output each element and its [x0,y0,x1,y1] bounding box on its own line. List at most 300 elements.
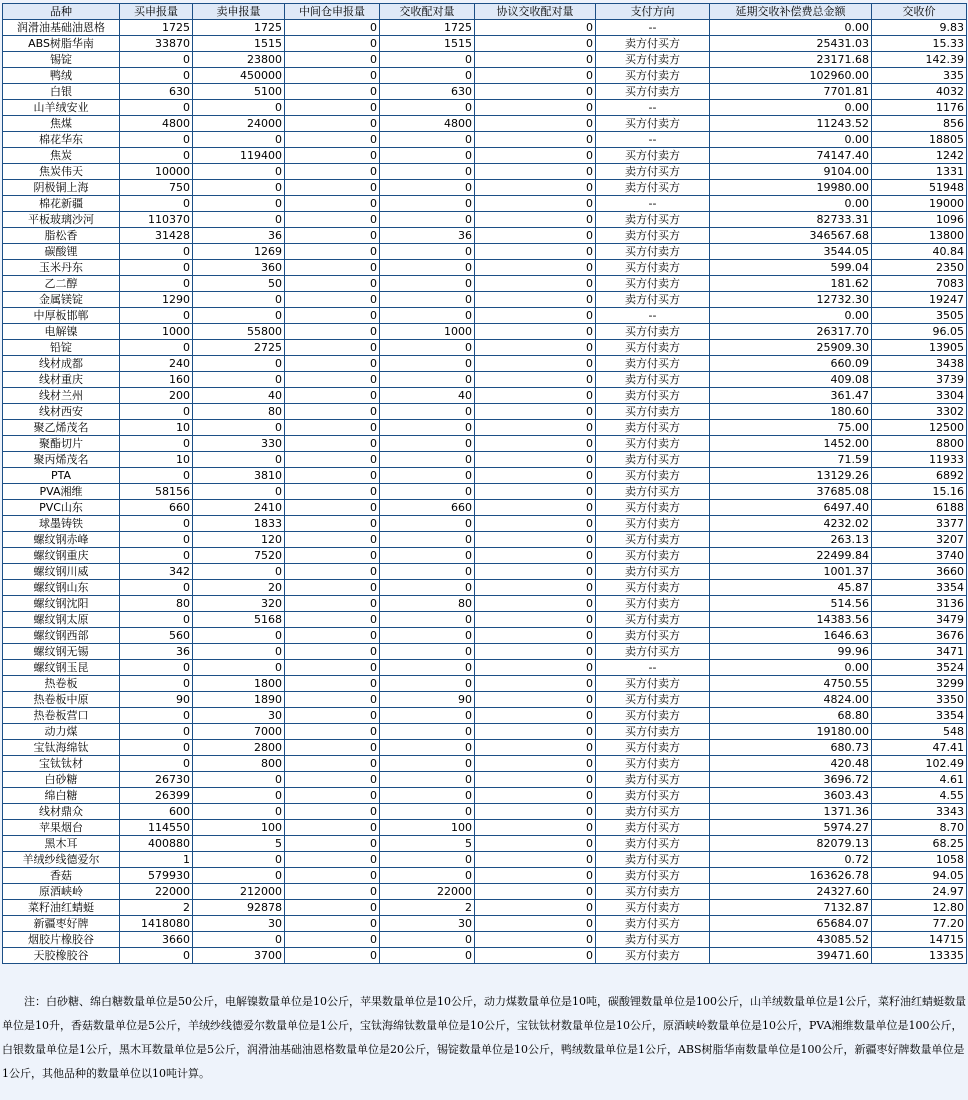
cell-payment-direction: 买方付卖方 [596,260,710,276]
cell-variety: 螺纹钢玉昆 [3,660,120,676]
cell-intermediate-qty: 0 [285,436,380,452]
cell-matched-qty: 0 [380,852,475,868]
cell-agreement-matched-qty: 0 [475,836,596,852]
cell-payment-direction: 买方付卖方 [596,596,710,612]
cell-intermediate-qty: 0 [285,388,380,404]
cell-matched-qty: 0 [380,660,475,676]
table-row [3,500,967,516]
cell-matched-qty: 0 [380,260,475,276]
cell-compensation-total: 1001.37 [710,564,872,580]
cell-payment-direction: 买方付卖方 [596,148,710,164]
cell-agreement-matched-qty: 0 [475,740,596,756]
cell-payment-direction: 卖方付买方 [596,212,710,228]
cell-compensation-total: 4824.00 [710,692,872,708]
cell-agreement-matched-qty: 0 [475,308,596,324]
cell-intermediate-qty: 0 [285,532,380,548]
cell-variety: 烟胶片橡胶谷 [3,932,120,948]
cell-intermediate-qty: 0 [285,660,380,676]
cell-payment-direction: 卖方付买方 [596,164,710,180]
cell-intermediate-qty: 0 [285,148,380,164]
cell-variety: PVC山东 [3,500,120,516]
cell-agreement-matched-qty: 0 [475,692,596,708]
cell-variety: 线材西安 [3,404,120,420]
cell-agreement-matched-qty: 0 [475,84,596,100]
cell-agreement-matched-qty: 0 [475,676,596,692]
cell-intermediate-qty: 0 [285,756,380,772]
cell-intermediate-qty: 0 [285,948,380,964]
cell-compensation-total: 361.47 [710,388,872,404]
cell-buy-qty: 0 [120,676,193,692]
cell-intermediate-qty: 0 [285,788,380,804]
cell-matched-qty: 0 [380,932,475,948]
cell-buy-qty: 0 [120,756,193,772]
table-row [3,596,967,612]
col-header-variety: 品种 [3,4,120,20]
cell-sell-qty: 0 [193,196,285,212]
cell-intermediate-qty: 0 [285,724,380,740]
cell-variety: 球墨铸铁 [3,516,120,532]
cell-sell-qty: 3810 [193,468,285,484]
cell-intermediate-qty: 0 [285,356,380,372]
cell-buy-qty: 58156 [120,484,193,500]
cell-matched-qty: 1515 [380,36,475,52]
cell-compensation-total: 0.00 [710,196,872,212]
cell-matched-qty: 0 [380,68,475,84]
cell-matched-qty: 0 [380,372,475,388]
cell-sell-qty: 100 [193,820,285,836]
cell-agreement-matched-qty: 0 [475,116,596,132]
cell-agreement-matched-qty: 0 [475,244,596,260]
cell-delivery-price: 1058 [872,852,967,868]
cell-intermediate-qty: 0 [285,820,380,836]
cell-agreement-matched-qty: 0 [475,724,596,740]
cell-buy-qty: 33870 [120,36,193,52]
cell-sell-qty: 0 [193,180,285,196]
cell-intermediate-qty: 0 [285,564,380,580]
col-header-sell-qty: 卖申报量 [193,4,285,20]
cell-delivery-price: 335 [872,68,967,84]
cell-agreement-matched-qty: 0 [475,148,596,164]
cell-compensation-total: 409.08 [710,372,872,388]
cell-intermediate-qty: 0 [285,884,380,900]
cell-payment-direction: 卖方付买方 [596,36,710,52]
cell-compensation-total: 14383.56 [710,612,872,628]
cell-payment-direction: 买方付卖方 [596,516,710,532]
cell-buy-qty: 200 [120,388,193,404]
cell-delivery-price: 6188 [872,500,967,516]
table-row [3,324,967,340]
cell-payment-direction: 卖方付买方 [596,372,710,388]
cell-sell-qty: 0 [193,212,285,228]
cell-payment-direction: -- [596,132,710,148]
cell-matched-qty: 0 [380,164,475,180]
table-row [3,244,967,260]
cell-sell-qty: 0 [193,420,285,436]
cell-sell-qty: 0 [193,132,285,148]
cell-compensation-total: 7132.87 [710,900,872,916]
cell-delivery-price: 8.70 [872,820,967,836]
cell-matched-qty: 4800 [380,116,475,132]
cell-payment-direction: -- [596,660,710,676]
cell-intermediate-qty: 0 [285,868,380,884]
table-row [3,388,967,404]
cell-agreement-matched-qty: 0 [475,548,596,564]
cell-intermediate-qty: 0 [285,484,380,500]
table-row [3,356,967,372]
cell-sell-qty: 0 [193,852,285,868]
cell-sell-qty: 30 [193,916,285,932]
table-row [3,180,967,196]
cell-sell-qty: 1800 [193,676,285,692]
cell-buy-qty: 0 [120,148,193,164]
cell-agreement-matched-qty: 0 [475,132,596,148]
cell-variety: 热卷板营口 [3,708,120,724]
table-row [3,372,967,388]
cell-agreement-matched-qty: 0 [475,916,596,932]
col-header-buy-qty: 买申报量 [120,4,193,20]
cell-matched-qty: 0 [380,308,475,324]
cell-buy-qty: 0 [120,660,193,676]
table-row [3,308,967,324]
cell-buy-qty: 160 [120,372,193,388]
cell-payment-direction: 卖方付买方 [596,292,710,308]
table-row [3,84,967,100]
cell-agreement-matched-qty: 0 [475,20,596,36]
table-row [3,164,967,180]
cell-variety: 绵白糖 [3,788,120,804]
cell-payment-direction: 卖方付买方 [596,180,710,196]
cell-sell-qty: 212000 [193,884,285,900]
cell-payment-direction: 买方付卖方 [596,740,710,756]
cell-variety: 螺纹钢山东 [3,580,120,596]
cell-sell-qty: 40 [193,388,285,404]
cell-compensation-total: 163626.78 [710,868,872,884]
cell-payment-direction: 卖方付买方 [596,564,710,580]
cell-delivery-price: 12500 [872,420,967,436]
table-row [3,404,967,420]
cell-intermediate-qty: 0 [285,804,380,820]
cell-compensation-total: 12732.30 [710,292,872,308]
cell-buy-qty: 0 [120,948,193,964]
cell-delivery-price: 96.05 [872,324,967,340]
cell-compensation-total: 4232.02 [710,516,872,532]
cell-intermediate-qty: 0 [285,84,380,100]
cell-compensation-total: 7701.81 [710,84,872,100]
cell-payment-direction: -- [596,100,710,116]
table-row [3,628,967,644]
table-row [3,884,967,900]
cell-delivery-price: 51948 [872,180,967,196]
cell-intermediate-qty: 0 [285,772,380,788]
cell-variety: 热卷板中原 [3,692,120,708]
cell-matched-qty: 0 [380,52,475,68]
cell-buy-qty: 10000 [120,164,193,180]
cell-delivery-price: 3505 [872,308,967,324]
cell-intermediate-qty: 0 [285,196,380,212]
cell-intermediate-qty: 0 [285,68,380,84]
cell-intermediate-qty: 0 [285,276,380,292]
cell-agreement-matched-qty: 0 [475,324,596,340]
cell-buy-qty: 114550 [120,820,193,836]
table-row [3,100,967,116]
cell-variety: 焦煤 [3,116,120,132]
cell-compensation-total: 26317.70 [710,324,872,340]
cell-compensation-total: 3696.72 [710,772,872,788]
cell-compensation-total: 45.87 [710,580,872,596]
cell-matched-qty: 0 [380,292,475,308]
cell-intermediate-qty: 0 [285,100,380,116]
cell-payment-direction: 卖方付买方 [596,420,710,436]
cell-payment-direction: 买方付卖方 [596,116,710,132]
cell-variety: 阴极铜上海 [3,180,120,196]
cell-delivery-price: 3207 [872,532,967,548]
cell-sell-qty: 7520 [193,548,285,564]
cell-buy-qty: 579930 [120,868,193,884]
cell-matched-qty: 5 [380,836,475,852]
cell-agreement-matched-qty: 0 [475,948,596,964]
cell-buy-qty: 1 [120,852,193,868]
cell-payment-direction: 买方付卖方 [596,52,710,68]
cell-payment-direction: 买方付卖方 [596,708,710,724]
cell-intermediate-qty: 0 [285,692,380,708]
header-row [3,4,967,20]
cell-sell-qty: 24000 [193,116,285,132]
cell-sell-qty: 119400 [193,148,285,164]
cell-delivery-price: 19247 [872,292,967,308]
cell-matched-qty: 0 [380,404,475,420]
cell-variety: 螺纹钢太原 [3,612,120,628]
cell-matched-qty: 0 [380,804,475,820]
cell-variety: 螺纹钢西部 [3,628,120,644]
cell-buy-qty: 0 [120,68,193,84]
cell-delivery-price: 15.16 [872,484,967,500]
cell-sell-qty: 0 [193,660,285,676]
cell-matched-qty: 0 [380,132,475,148]
cell-agreement-matched-qty: 0 [475,868,596,884]
cell-payment-direction: 卖方付买方 [596,228,710,244]
cell-variety: 锡锭 [3,52,120,68]
cell-payment-direction: 卖方付买方 [596,356,710,372]
table-row [3,836,967,852]
cell-agreement-matched-qty: 0 [475,340,596,356]
table-row [3,644,967,660]
table-row [3,196,967,212]
cell-compensation-total: 65684.07 [710,916,872,932]
cell-payment-direction: 买方付卖方 [596,548,710,564]
cell-matched-qty: 30 [380,916,475,932]
cell-delivery-price: 1331 [872,164,967,180]
cell-payment-direction: 卖方付买方 [596,916,710,932]
cell-delivery-price: 94.05 [872,868,967,884]
cell-compensation-total: 74147.40 [710,148,872,164]
cell-agreement-matched-qty: 0 [475,468,596,484]
cell-delivery-price: 3350 [872,692,967,708]
cell-agreement-matched-qty: 0 [475,452,596,468]
cell-buy-qty: 660 [120,500,193,516]
cell-agreement-matched-qty: 0 [475,756,596,772]
cell-payment-direction: 卖方付买方 [596,820,710,836]
cell-intermediate-qty: 0 [285,308,380,324]
cell-agreement-matched-qty: 0 [475,404,596,420]
cell-compensation-total: 4750.55 [710,676,872,692]
cell-matched-qty: 0 [380,436,475,452]
cell-payment-direction: 买方付卖方 [596,756,710,772]
cell-delivery-price: 3438 [872,356,967,372]
cell-payment-direction: 买方付卖方 [596,68,710,84]
cell-matched-qty: 0 [380,772,475,788]
cell-agreement-matched-qty: 0 [475,180,596,196]
cell-buy-qty: 600 [120,804,193,820]
cell-delivery-price: 3354 [872,708,967,724]
table-row [3,468,967,484]
cell-buy-qty: 0 [120,404,193,420]
cell-agreement-matched-qty: 0 [475,708,596,724]
cell-agreement-matched-qty: 0 [475,484,596,500]
cell-matched-qty: 0 [380,196,475,212]
cell-compensation-total: 75.00 [710,420,872,436]
cell-intermediate-qty: 0 [285,116,380,132]
cell-agreement-matched-qty: 0 [475,516,596,532]
cell-delivery-price: 1242 [872,148,967,164]
cell-compensation-total: 82733.31 [710,212,872,228]
col-header-payment-direction: 支付方向 [596,4,710,20]
cell-payment-direction: 买方付卖方 [596,612,710,628]
cell-delivery-price: 3739 [872,372,967,388]
cell-buy-qty: 0 [120,724,193,740]
cell-variety: 螺纹钢沈阳 [3,596,120,612]
cell-delivery-price: 3343 [872,804,967,820]
cell-variety: 黑木耳 [3,836,120,852]
cell-compensation-total: 0.00 [710,100,872,116]
cell-delivery-price: 3377 [872,516,967,532]
cell-payment-direction: 卖方付买方 [596,836,710,852]
cell-buy-qty: 4800 [120,116,193,132]
cell-delivery-price: 1176 [872,100,967,116]
cell-matched-qty: 0 [380,468,475,484]
cell-payment-direction: 买方付卖方 [596,468,710,484]
cell-payment-direction: 卖方付买方 [596,628,710,644]
cell-agreement-matched-qty: 0 [475,36,596,52]
cell-sell-qty: 1890 [193,692,285,708]
cell-variety: 菜籽油红蜻蜓 [3,900,120,916]
cell-variety: 线材成都 [3,356,120,372]
cell-variety: 动力煤 [3,724,120,740]
col-header-intermediate-qty: 中间仓申报量 [285,4,380,20]
cell-compensation-total: 0.00 [710,20,872,36]
cell-sell-qty: 55800 [193,324,285,340]
cell-matched-qty: 0 [380,756,475,772]
cell-payment-direction: 卖方付买方 [596,452,710,468]
cell-sell-qty: 0 [193,868,285,884]
cell-matched-qty: 1000 [380,324,475,340]
table-row [3,516,967,532]
cell-sell-qty: 0 [193,564,285,580]
cell-matched-qty: 0 [380,868,475,884]
cell-buy-qty: 342 [120,564,193,580]
cell-variety: 聚丙烯茂名 [3,452,120,468]
cell-intermediate-qty: 0 [285,836,380,852]
table-row [3,708,967,724]
cell-buy-qty: 0 [120,436,193,452]
cell-agreement-matched-qty: 0 [475,660,596,676]
cell-variety: 白银 [3,84,120,100]
cell-sell-qty: 0 [193,628,285,644]
table-row [3,340,967,356]
cell-matched-qty: 100 [380,820,475,836]
cell-delivery-price: 3676 [872,628,967,644]
cell-matched-qty: 0 [380,788,475,804]
table-row [3,52,967,68]
cell-compensation-total: 82079.13 [710,836,872,852]
cell-intermediate-qty: 0 [285,468,380,484]
cell-delivery-price: 3302 [872,404,967,420]
cell-delivery-price: 3136 [872,596,967,612]
cell-payment-direction: 卖方付买方 [596,788,710,804]
cell-variety: 香菇 [3,868,120,884]
cell-agreement-matched-qty: 0 [475,276,596,292]
cell-buy-qty: 10 [120,452,193,468]
cell-delivery-price: 4.61 [872,772,967,788]
cell-agreement-matched-qty: 0 [475,804,596,820]
cell-delivery-price: 3524 [872,660,967,676]
table-row [3,260,967,276]
cell-buy-qty: 0 [120,100,193,116]
cell-payment-direction: 买方付卖方 [596,340,710,356]
cell-sell-qty: 1515 [193,36,285,52]
cell-intermediate-qty: 0 [285,244,380,260]
cell-sell-qty: 5168 [193,612,285,628]
cell-variety: 润滑油基础油恩格 [3,20,120,36]
cell-intermediate-qty: 0 [285,132,380,148]
cell-matched-qty: 630 [380,84,475,100]
cell-variety: 电解镍 [3,324,120,340]
cell-compensation-total: 5974.27 [710,820,872,836]
cell-variety: 平板玻璃沙河 [3,212,120,228]
cell-payment-direction: 买方付卖方 [596,324,710,340]
cell-agreement-matched-qty: 0 [475,820,596,836]
cell-sell-qty: 0 [193,804,285,820]
cell-sell-qty: 330 [193,436,285,452]
cell-variety: 玉米丹东 [3,260,120,276]
cell-sell-qty: 0 [193,772,285,788]
cell-buy-qty: 0 [120,340,193,356]
table-row [3,772,967,788]
table-row [3,228,967,244]
cell-delivery-price: 13335 [872,948,967,964]
cell-payment-direction: -- [596,308,710,324]
cell-intermediate-qty: 0 [285,452,380,468]
cell-agreement-matched-qty: 0 [475,900,596,916]
table-row [3,548,967,564]
cell-variety: 碳酸锂 [3,244,120,260]
cell-agreement-matched-qty: 0 [475,628,596,644]
cell-variety: 金属镁锭 [3,292,120,308]
cell-delivery-price: 18805 [872,132,967,148]
cell-intermediate-qty: 0 [285,676,380,692]
cell-sell-qty: 0 [193,372,285,388]
cell-buy-qty: 240 [120,356,193,372]
cell-compensation-total: 1646.63 [710,628,872,644]
cell-intermediate-qty: 0 [285,516,380,532]
table-row [3,436,967,452]
cell-intermediate-qty: 0 [285,36,380,52]
cell-delivery-price: 3471 [872,644,967,660]
cell-intermediate-qty: 0 [285,292,380,308]
cell-matched-qty: 36 [380,228,475,244]
cell-delivery-price: 24.97 [872,884,967,900]
cell-delivery-price: 13800 [872,228,967,244]
cell-compensation-total: 11243.52 [710,116,872,132]
